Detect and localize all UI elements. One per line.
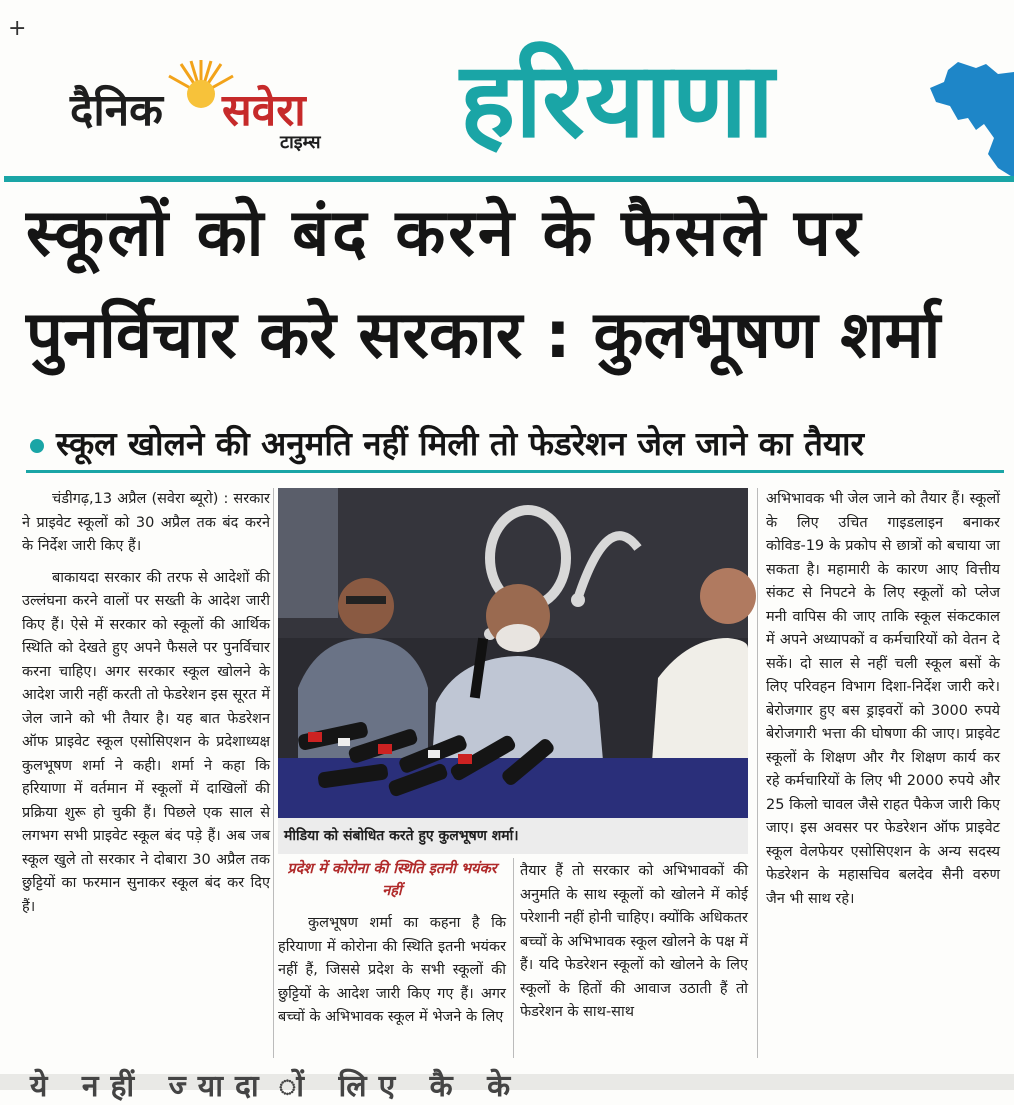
body-paragraph: तैयार हैं तो सरकार को अभिभावकों की अनुमति के साथ स्कूलों को खोलने में कोई परेशानी नहीं होनी चाहिए। क्योंकि अधिकतर बच्चों के अभिभावक स्कूल खोलने के पक्ष में हैं। यदि फेडरेशन स्कूलों को खोलने के लिए स्कूलों के हितों की आवाज उठाती हैं तो फेडरेशन के साथ-साथ <box>520 863 748 1020</box>
headline-line-1: स्कूलों को बंद करने के फैसले पर <box>26 196 864 271</box>
dateline-paragraph: चंडीगढ़,13 अप्रैल (सवेरा ब्यूरो) : सरकार ने प्राइवेट स्कूलों को 30 अप्रैल तक बंद करने के निर्देश जारी किए हैं। <box>22 491 270 554</box>
body-paragraph: अभिभावक भी जेल जाने को तैयार हैं। स्कूलों के लिए उचित गाइडलाइन बनाकर कोविड-19 के प्रकोप से छात्रों को बचाया जा सकता है। महामारी के कारण आए वित्तीय संकट से निपटने के लिए स्कूलों को प्लेज मनी वापिस की जाए ताकि स्कूल संकटकाल में अपने अध्यापकों व कर्मचारियों को वेतन दे सकें। दो साल से नहीं चली स्कूल बसों के लिए परिवहन विभाग दिशा-निर्देश जारी करे। बेरोजगार हुए बस ड्राइवरों को 3000 रुपये बेरोजगारी भत्ता की घोषणा की जाए। प्राइवेट स्कूलों के शिक्षण और गैर शिक्षण कार्य कर रहे कर्मचारियों के लिए भी 2000 रुपये और 25 किलो चावल जैसे राहत पैकेज जारी किए जाए। इस अवसर पर फेडरेशन ऑफ प्राइवेट स्कूल वेलफेयर एसोसिएशन के अन्य सदस्य फेडरेशन के महासचिव बलदेव सैनी वरुण जैन भी साथ रहे। <box>766 491 1000 907</box>
box-subheading: प्रदेश में कोरोना की स्थिति इतनी भयंकर नहीं <box>287 861 497 899</box>
haryana-map-icon <box>928 58 1014 178</box>
corner-plus-mark: + <box>8 16 27 41</box>
article-column-1 <box>22 488 270 919</box>
newspaper-logo <box>70 58 370 158</box>
photo-caption: मीडिया को संबोधित करते हुए कुलभूषण शर्मा। <box>278 818 748 854</box>
body-paragraph: बाकायदा सरकार की तरफ से आदेशों की उल्लंघना करने वालों पर सख्ती के आदेश जारी किए हैं। ऐसे में सरकार को स्कूलों की आर्थिक स्थिति को देखते हुए अपने फैसले पर पुनर्विचार करना चाहिए। अगर सरकार स्कूल खोलने के आदेश जारी नहीं करती तो फेडरेशन इस सूरत में जेल जाने को भी तैयार है। यह बात फेडरेशन ऑफ प्राइवेट स्कूल एसोसिएशन के प्रदेशाध्यक्ष कुलभूषण शर्मा ने कही। शर्मा ने कहा कि हरियाणा में वर्तमान में स्कूलों में दाखिलों की प्रक्रिया शुरू हो चुकी हैं। पिछले एक साल से लगभग सभी प्राइवेट स्कूल बंद पड़े हैं। अब जब स्कूल खुले तो सरकार ने दोबारा 30 अप्रैल तक छुट्टियों का फरमान सुनाकर स्कूल बंद कर दिए हैं। <box>22 569 270 915</box>
headline-rule <box>26 470 1004 473</box>
article-column-4 <box>766 488 1000 911</box>
subheadline-text: स्कूल खोलने की अनुमति नहीं मिली तो फेडरेशन जेल जाने का तैयार <box>56 424 865 463</box>
body-paragraph: कुलभूषण शर्मा का कहना है कि हरियाणा में कोरोना की स्थिति इतनी भयंकर नहीं हैं, जिससे प्रदेश के सभी स्कूलों की छुट्टियों के आदेश जारी किए गए हैं। अगर बच्चों के अभिभावक स्कूल में भेजने के लिए <box>278 915 506 1025</box>
column-divider <box>273 488 274 1058</box>
press-conference-photo <box>278 488 748 818</box>
cutoff-text: ये नहीं ज्यादा ों लिए कै के <box>30 1069 523 1104</box>
section-title-haryana: हरियाणा <box>460 39 775 161</box>
article-column-2 <box>278 912 506 1030</box>
article-column-3 <box>520 860 748 1025</box>
masthead-rule <box>4 176 1014 182</box>
subheadline <box>30 420 1005 465</box>
column-divider <box>513 858 514 1058</box>
logo-word-savera: सवेरा <box>222 85 306 136</box>
column-divider <box>757 488 758 1058</box>
next-article-cutoff <box>0 1069 1014 1104</box>
headline-line-2: पुनर्विचार करे सरकार : कुलभूषण शर्मा <box>26 298 941 373</box>
logo-word-times: टाइम्स <box>280 132 321 153</box>
bullet-dot-icon <box>30 439 44 453</box>
logo-word-dainik: दैनिक <box>70 85 163 136</box>
